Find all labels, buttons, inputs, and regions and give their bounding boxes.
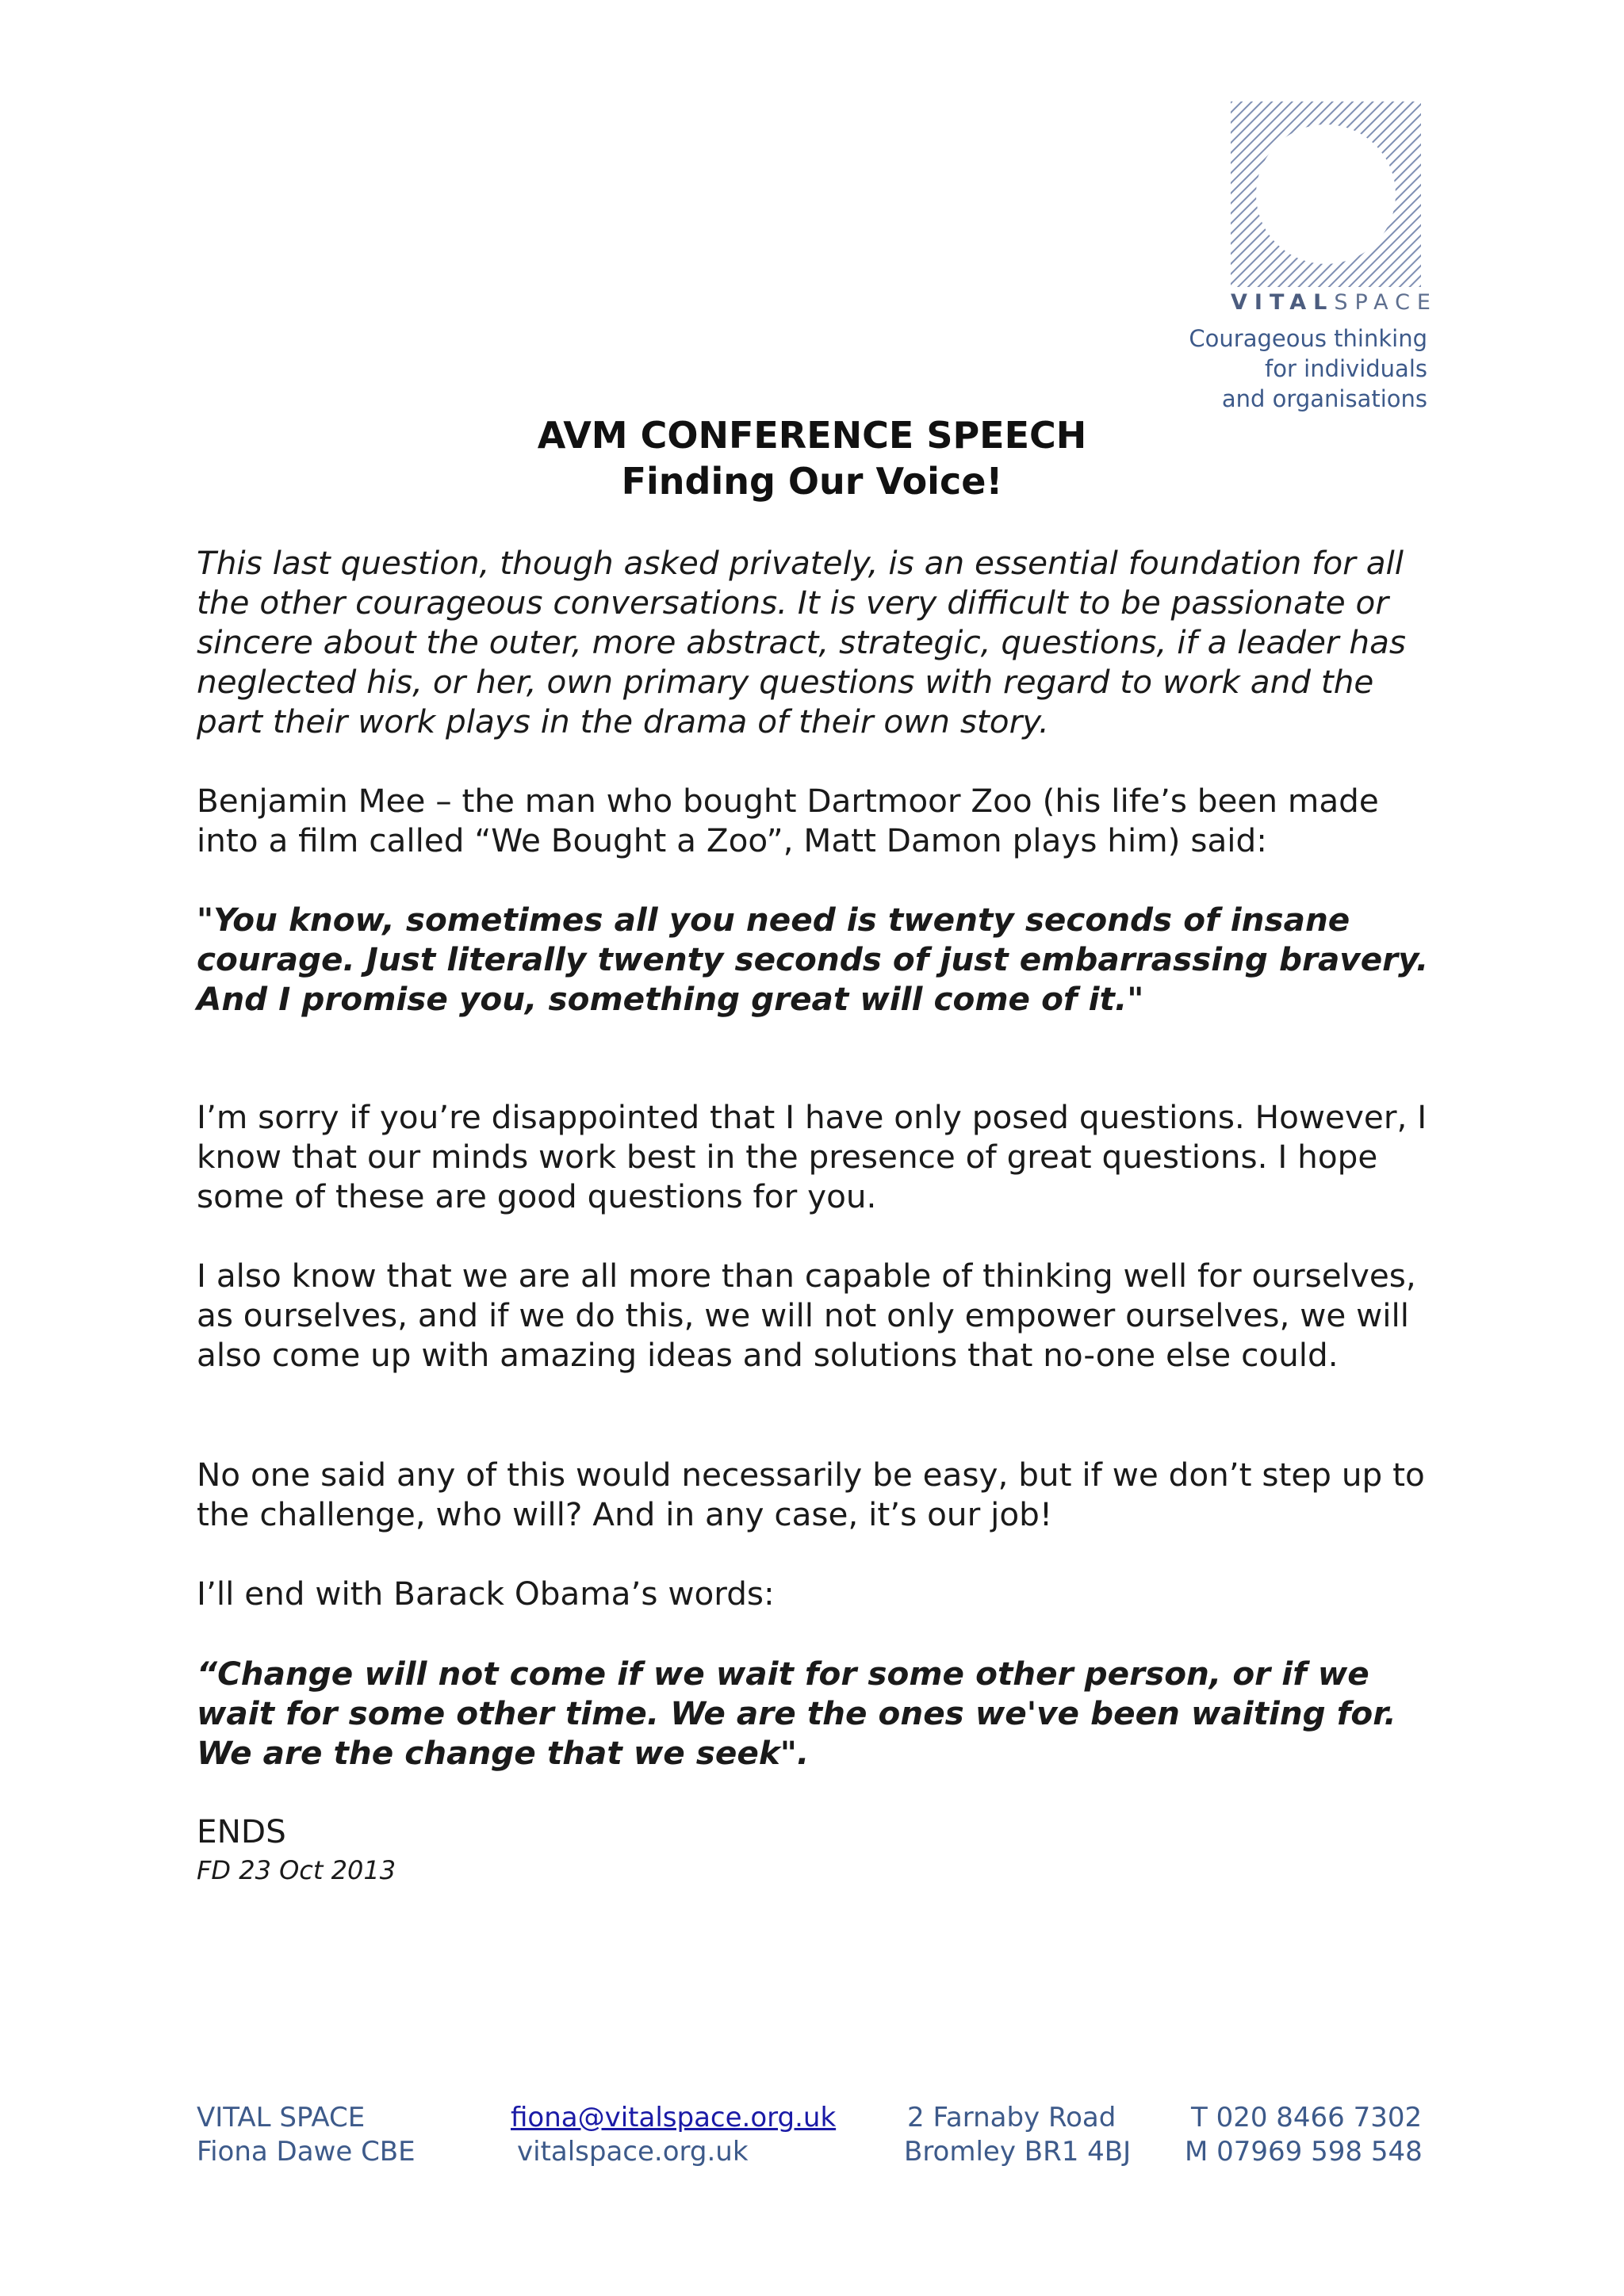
vital-space-logo-icon <box>1231 101 1421 287</box>
footer-org-name: VITAL SPACE <box>197 2102 366 2133</box>
paragraph-challenge: No one said any of this would necessarily be easy, but if we don’t step up to the challenge, who will? And in any case, it’s our job! <box>197 1456 1425 1533</box>
tagline-line-3: and organisations <box>1221 385 1427 412</box>
footer-website: vitalspace.org.uk <box>517 2136 749 2168</box>
tagline-line-2: for individuals <box>1265 355 1427 382</box>
logo-word-vital: VITAL <box>1231 290 1335 315</box>
footer-phone: T 020 8466 7302 <box>1191 2102 1423 2133</box>
footer-person-name: Fiona Dawe CBE <box>197 2136 416 2168</box>
footer-address-line-1: 2 Farnaby Road <box>907 2102 1116 2133</box>
footer-mobile: M 07969 598 548 <box>1185 2136 1423 2168</box>
footer-address <box>904 2101 1131 2169</box>
footer-email-link[interactable]: fiona@vitalspace.org.uk <box>511 2102 837 2133</box>
tagline-line-1: Courageous thinking <box>1189 325 1427 352</box>
paragraph-benjamin-mee: Benjamin Mee – the man who bought Dartmoor Zoo (his life’s been made into a film called “We Bought a Zoo”, Matt Damon plays him) said: <box>197 782 1379 859</box>
footer-address-line-2: Bromley BR1 4BJ <box>904 2136 1132 2168</box>
paragraph-questions: I’m sorry if you’re disappointed that I have only posed questions. However, I know that our minds work best in the presence of great questions. I hope some of these are good questions for you. <box>197 1098 1427 1215</box>
footer-contact <box>511 2101 836 2169</box>
logo-wordmark <box>1231 290 1438 315</box>
paragraph-thinking-well: I also know that we are all more than capable of thinking well for ourselves, as ourselves, and if we do this, we will not only empower ourselves, we will also come up with amazing ideas and solutions that no-one else could. <box>197 1257 1416 1374</box>
logo-word-space: SPACE <box>1334 290 1438 315</box>
paragraph-obama-intro: I’ll end with Barack Obama’s words: <box>197 1575 775 1613</box>
paragraph-foundation: This last question, though asked privately, is an essential foundation for all the other courageous conversations. It is very difficult to be passionate or sincere about the outer, more abstract, strategic, questions, if a leader has neglected his, or her, own primary questions with regard to work and the part their work plays in the drama of their own story. <box>197 544 1407 740</box>
quote-benjamin-mee: "You know, sometimes all you need is twenty seconds of insane courage. Just literally twenty seconds of just embarrassing bravery. And I promise you, something great will come of it." <box>197 901 1429 1018</box>
page-subtitle: Finding Our Voice! <box>621 460 1003 503</box>
footer-organisation <box>197 2101 416 2169</box>
footer-phones <box>1185 2101 1423 2169</box>
quote-barack-obama: “Change will not come if we wait for some other person, or if we wait for some other time. We are the ones we've been waiting for. We are the change that we seek". <box>197 1655 1396 1772</box>
document-date: FD 23 Oct 2013 <box>197 1855 396 1885</box>
tagline <box>1189 323 1427 414</box>
page-title: AVM CONFERENCE SPEECH <box>537 414 1087 457</box>
ends-marker: ENDS <box>197 1812 286 1850</box>
